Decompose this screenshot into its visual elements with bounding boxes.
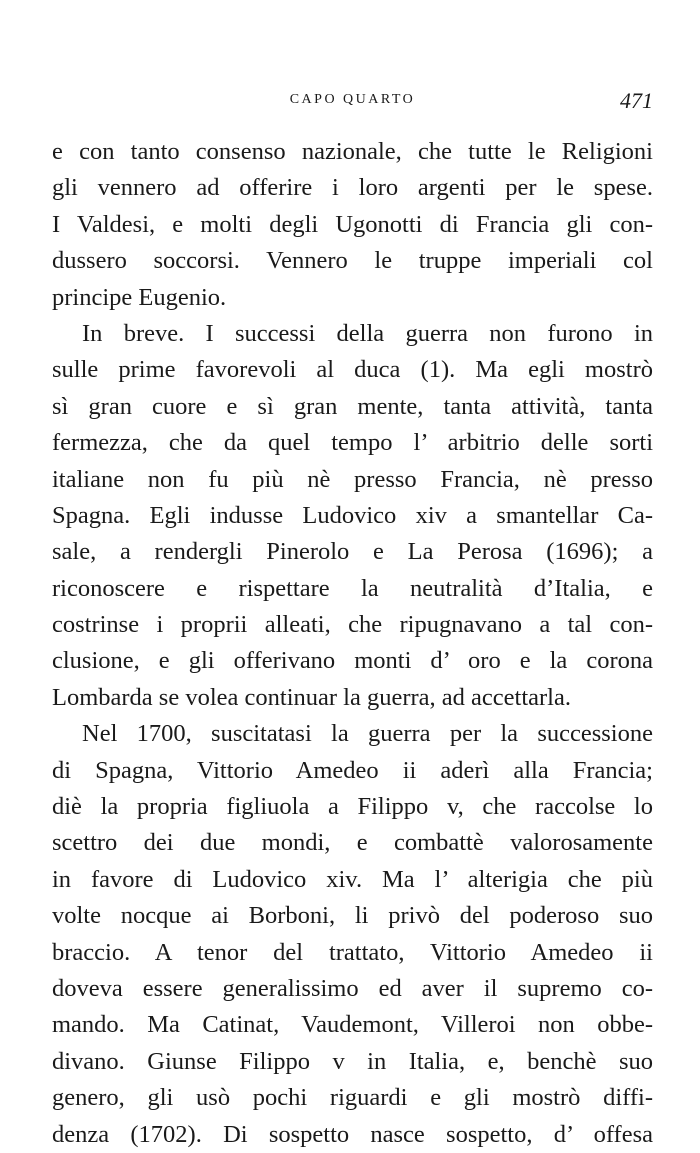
text-line: I Valdesi, e molti degli Ugonotti di Francia gli con-	[52, 210, 653, 238]
text-line: Nel 1700, suscitatasi la guerra per la successione	[82, 720, 653, 748]
text-line: divano. Giunse Filippo v in Italia, e, benchè suo	[52, 1047, 653, 1075]
text-line: volte nocque ai Borboni, li privò del poderoso suo	[52, 902, 653, 930]
text-line: genero, gli usò pochi riguardi e gli mostrò diffi-	[52, 1084, 653, 1112]
text-line: dussero soccorsi. Vennero le truppe imperiali col	[52, 247, 653, 275]
text-line: In breve. I successi della guerra non furono in	[82, 319, 653, 347]
text-line: mando. Ma Catinat, Vaudemont, Villeroi non obbe-	[52, 1011, 653, 1039]
body-text	[52, 134, 653, 1153]
text-line: Lombarda se volea continuar la guerra, ad accettarla.	[52, 683, 571, 711]
text-line: fermezza, che da quel tempo l’ arbitrio delle sorti	[52, 429, 653, 457]
text-line: scettro dei due mondi, e combattè valorosamente	[52, 829, 653, 857]
text-line: gli vennero ad offerire i loro argenti per le spese.	[52, 174, 653, 202]
text-line: braccio. A tenor del trattato, Vittorio Amedeo ii	[52, 938, 653, 966]
page-number: 471	[620, 88, 653, 113]
text-line: doveva essere generalissimo ed aver il supremo co-	[52, 974, 653, 1002]
text-line: diè la propria figliuola a Filippo v, che raccolse lo	[52, 793, 653, 821]
text-line: Spagna. Egli indusse Ludovico xiv a smantellar Ca-	[52, 501, 653, 529]
text-line: clusione, e gli offerivano monti d’ oro e la corona	[52, 647, 653, 675]
running-title: CAPO QUARTO	[289, 92, 416, 107]
running-head	[52, 88, 653, 122]
text-line: principe Eugenio.	[52, 283, 227, 311]
text-line: e con tanto consenso nazionale, che tutte le Religioni	[52, 138, 653, 165]
text-line: in favore di Ludovico xiv. Ma l’ alterigia che più	[52, 865, 653, 893]
text-line: riconoscere e rispettare la neutralità d’Italia, e	[52, 574, 653, 602]
text-line: di Spagna, Vittorio Amedeo ii aderì alla Francia;	[52, 756, 653, 784]
text-line: sulle prime favorevoli al duca (1). Ma egli mostrò	[52, 356, 653, 384]
text-line: sì gran cuore e sì gran mente, tanta attività, tanta	[52, 392, 653, 420]
text-line: sale, a rendergli Pinerolo e La Perosa (1696); a	[52, 538, 653, 566]
text-line: costrinse i proprii alleati, che ripugnavano a tal con-	[52, 611, 653, 639]
text-line: italiane non fu più nè presso Francia, nè presso	[52, 465, 653, 493]
text-line: denza (1702). Di sospetto nasce sospetto, d’ offesa	[52, 1120, 653, 1148]
